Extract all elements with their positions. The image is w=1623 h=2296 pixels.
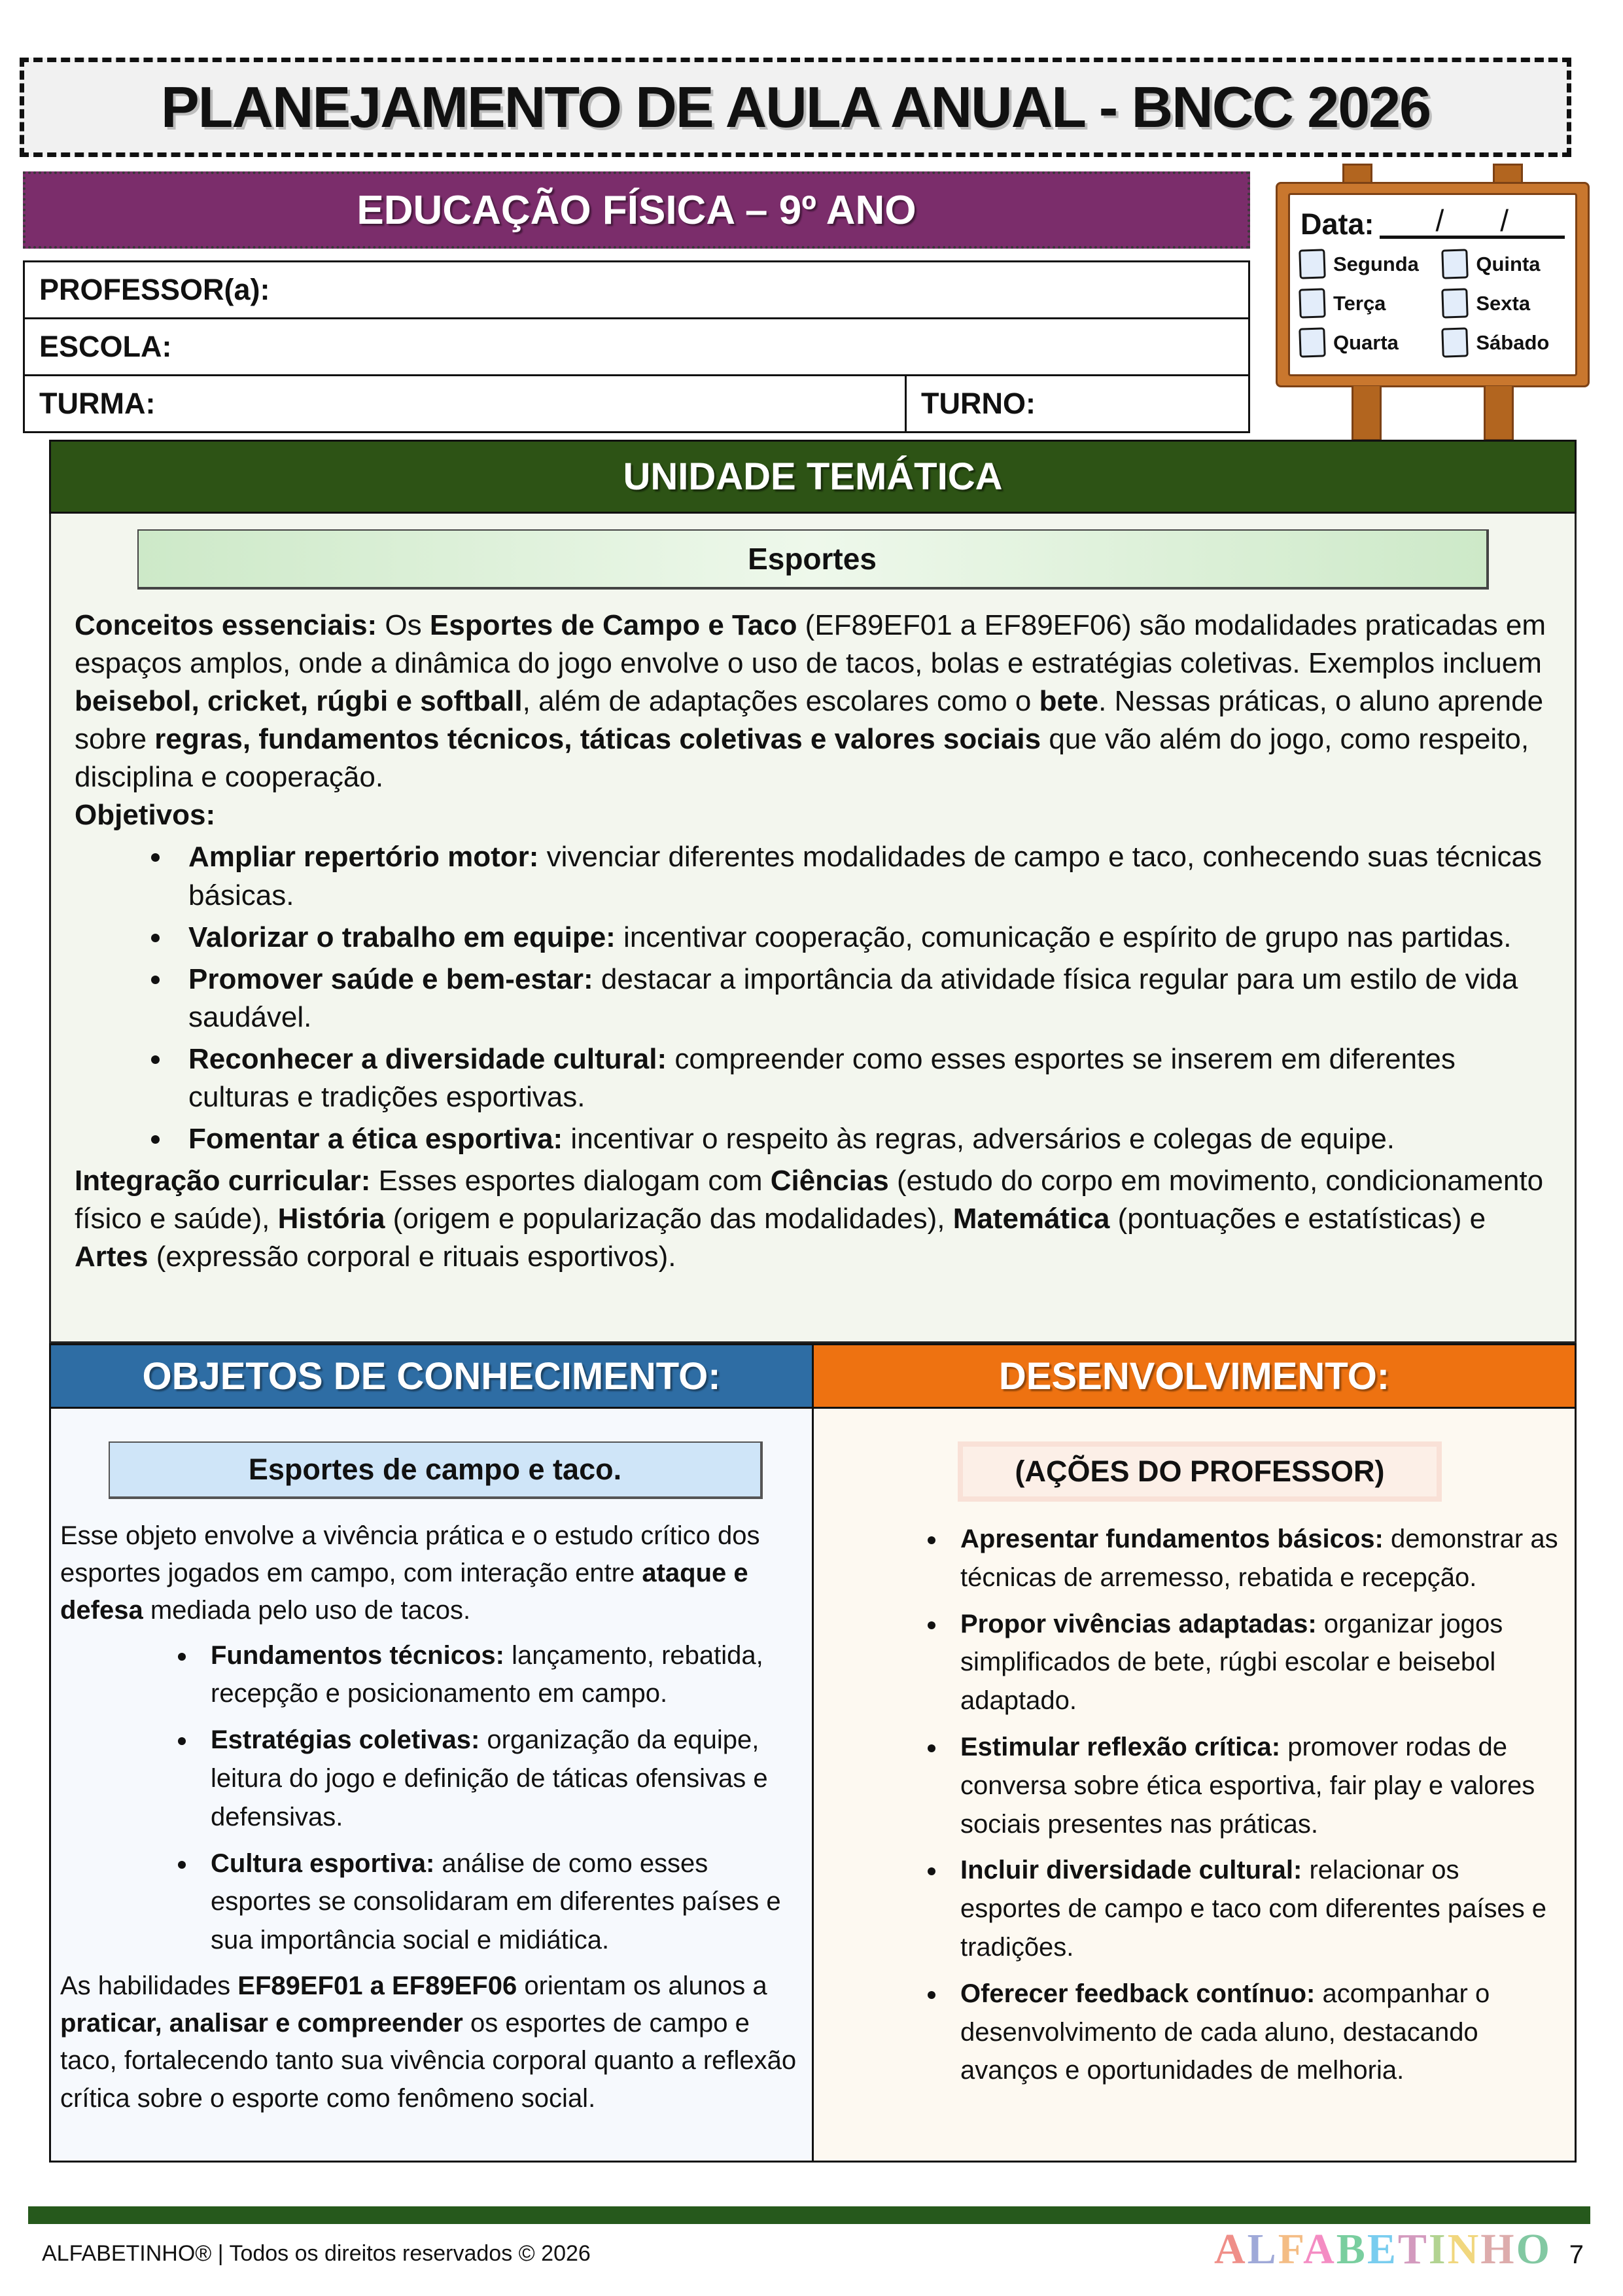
subject-title: EDUCAÇÃO FÍSICA – 9º ANO	[357, 187, 916, 233]
checkbox-label: Sexta	[1476, 291, 1531, 315]
acoes-professor-box	[958, 1441, 1442, 1502]
desenvolvimento-list	[823, 1520, 1560, 2090]
sign-board	[1276, 182, 1590, 387]
header-form	[23, 260, 1250, 433]
page-title: PLANEJAMENTO DE AULA ANUAL - BNCC 2026	[160, 75, 1431, 139]
list-item: • Valorizar o trabalho em equipe: incentivar cooperação, comunicação e espírito de grupo nas partidas.	[173, 919, 1551, 957]
list-item: • Fomentar a ética esportiva: incentivar o respeito às regras, adversários e colegas de equipe.	[173, 1120, 1551, 1158]
list-item: • Oferecer feedback contínuo: acompanhar o desenvolvimento de cada aluno, destacando avanços e oportunidades de melhoria.	[947, 1975, 1560, 2090]
page-number: 7	[1569, 2240, 1584, 2269]
list-item: • Propor vivências adaptadas: organizar jogos simplificados de bete, rúgbi escolar e beisebol adaptado.	[947, 1605, 1560, 1720]
weekday-item-quarta	[1299, 328, 1438, 357]
title-box	[20, 58, 1571, 157]
list-item: • Reconhecer a diversidade cultural: compreender como esses esportes se inserem em diferentes culturas e tradições esportivas.	[173, 1040, 1551, 1116]
objetivos-list	[75, 838, 1551, 1158]
sign-leg-right	[1484, 386, 1514, 441]
turno-field[interactable]	[1036, 376, 1248, 431]
topic-label: Esportes	[748, 542, 877, 576]
weekday-item-segunda	[1299, 249, 1438, 279]
integracao-paragraph: Integração curricular: Esses esportes dialogam com Ciências (estudo do corpo em movimento, condicionamento físico e saúde), História (origem e popularização das modalidades), Matemática (pontuações e estatísticas) e Artes (expressão corporal e rituais esportivos).	[75, 1165, 1544, 1273]
turno-cell	[905, 376, 1248, 431]
checkbox-quinta[interactable]	[1442, 249, 1469, 279]
list-item: • Ampliar repertório motor: vivenciar diferentes modalidades de campo e taco, conhecendo suas técnicas básicas.	[173, 838, 1551, 914]
desenvolvimento-header	[813, 1343, 1577, 1409]
list-item: • Apresentar fundamentos básicos: demonstrar as técnicas de arremesso, rebatida e recepção.	[947, 1520, 1560, 1597]
weekday-item-quinta	[1442, 249, 1566, 279]
checkbox-label: Quarta	[1333, 330, 1399, 354]
list-item: • Estratégias coletivas: organização da equipe, leitura do jogo e definição de táticas ofensivas e defensivas.	[198, 1721, 797, 1836]
checkbox-sabado[interactable]	[1442, 327, 1469, 357]
unidade-tematica-header	[49, 440, 1577, 514]
objetos-outro: As habilidades EF89EF01 a EF89EF06 orientam os alunos a praticar, analisar e compreender os esportes de campo e taco, fortalecendo tanto sua vivência corporal quanto a reflexão crítica sobre o esporte como fenômeno social.	[60, 1971, 797, 2113]
list-item: • Fundamentos técnicos: lançamento, rebatida, recepção e posicionamento em campo.	[198, 1636, 797, 1714]
checkbox-quarta[interactable]	[1299, 327, 1326, 357]
date-row	[1300, 202, 1565, 239]
footer-divider-bar	[28, 2206, 1590, 2224]
objetivos-label: Objetivos:	[75, 799, 216, 832]
weekday-item-terca	[1299, 289, 1438, 318]
alfabetinho-logo: ALFABETINHO	[1214, 2225, 1552, 2273]
weekday-item-sabado	[1442, 328, 1566, 357]
desenvolvimento-column	[813, 1409, 1577, 2163]
checkbox-segunda[interactable]	[1299, 249, 1326, 279]
turma-cell	[25, 376, 905, 431]
checkbox-label: Quinta	[1476, 252, 1541, 275]
checkbox-label: Terça	[1333, 291, 1386, 315]
checkbox-sexta[interactable]	[1442, 288, 1469, 318]
unidade-tematica-title: UNIDADE TEMÁTICA	[623, 455, 1003, 498]
conceitos-paragraph: Conceitos essenciais: Os Esportes de Campo e Taco (EF89EF01 a EF89EF06) são modalidades praticadas em espaços amplos, onde a dinâmica do jogo envolve o uso de tacos, bolas e estratégias coletivas. Exemplos incluem beisebol, cricket, rúgbi e softball, além de adaptações escolares como o bete. Nessas práticas, o aluno aprende sobre regras, fundamentos técnicos, táticas coletivas e valores sociais que vão além do jogo, como respeito, disciplina e cooperação.	[75, 609, 1546, 794]
topic-label: Esportes de campo e taco.	[248, 1453, 622, 1486]
form-row-escola	[25, 319, 1248, 376]
subject-banner	[23, 171, 1250, 249]
topic-box-campo-taco	[109, 1441, 763, 1499]
sign-inner	[1288, 193, 1577, 376]
list-item: • Promover saúde e bem-estar: destacar a importância da atividade física regular para um estilo de vida saudável.	[173, 961, 1551, 1036]
acoes-professor-label: (AÇÕES DO PROFESSOR)	[1015, 1455, 1385, 1488]
objetos-list	[60, 1636, 797, 1960]
list-item: • Estimular reflexão crítica: promover rodas de conversa sobre ética esportiva, fair play e valores sociais presentes nas práticas.	[947, 1728, 1560, 1843]
weekday-checkbox-grid	[1299, 249, 1566, 357]
turno-label: TURNO:	[921, 387, 1036, 420]
date-sign	[1276, 164, 1590, 441]
checkbox-label: Sábado	[1476, 330, 1550, 354]
form-row-turma-turno	[25, 376, 1248, 431]
professor-label: PROFESSOR(a):	[39, 273, 270, 306]
weekday-item-sexta	[1442, 289, 1566, 318]
two-column-section	[49, 1343, 1577, 2163]
objetos-column	[49, 1409, 813, 2163]
date-label: Data:	[1300, 207, 1374, 241]
form-row-professor	[25, 262, 1248, 319]
escola-label: ESCOLA:	[39, 330, 172, 363]
checkbox-label: Segunda	[1333, 252, 1419, 275]
turma-field[interactable]	[155, 376, 905, 431]
checkbox-terca[interactable]	[1299, 288, 1326, 318]
sign-leg-left	[1352, 386, 1382, 441]
escola-field[interactable]	[172, 319, 1249, 374]
topic-box-esportes	[137, 529, 1489, 590]
professor-field[interactable]	[270, 262, 1248, 317]
objetos-intro: Esse objeto envolve a vivência prática e o estudo crítico dos esportes jogados em campo, com interação entre ataque e defesa mediada pelo uso de tacos.	[60, 1521, 760, 1625]
unidade-tematica-content	[49, 514, 1577, 1343]
turma-label: TURMA:	[39, 387, 156, 420]
desenvolvimento-header-title: DESENVOLVIMENTO:	[998, 1354, 1390, 1398]
date-slash-1: /	[1435, 203, 1444, 238]
objetos-header-title: OBJETOS DE CONHECIMENTO:	[142, 1354, 721, 1398]
date-fill-line[interactable]	[1380, 202, 1565, 239]
list-item: • Incluir diversidade cultural: relacionar os esportes de campo e taco com diferentes países e tradições.	[947, 1851, 1560, 1966]
date-slash-2: /	[1500, 203, 1509, 238]
objetos-header	[49, 1343, 813, 1409]
copyright-text: ALFABETINHO® | Todos os direitos reservados © 2026	[42, 2241, 591, 2266]
list-item: • Cultura esportiva: análise de como esses esportes se consolidaram em diferentes países e sua importância social e midiática.	[198, 1845, 797, 1960]
